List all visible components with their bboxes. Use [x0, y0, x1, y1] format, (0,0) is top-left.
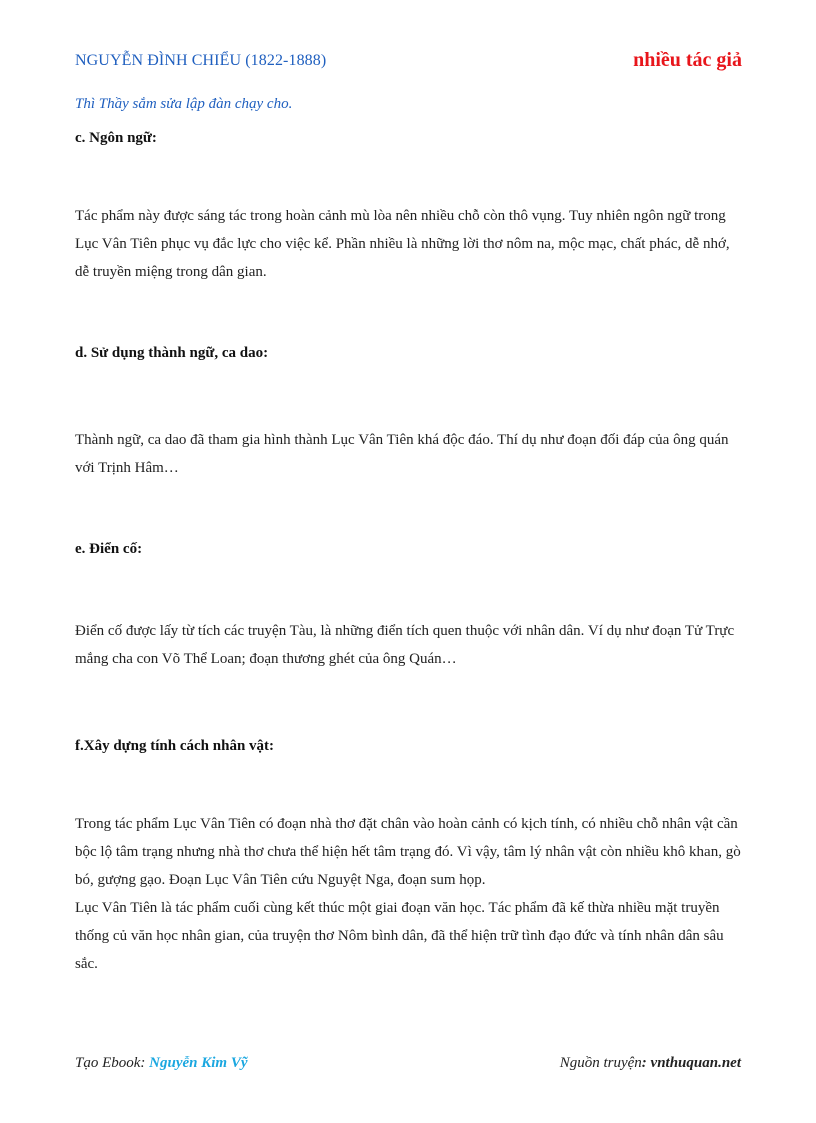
- ebook-maker-link[interactable]: Nguyễn Kim Vỹ: [149, 1055, 248, 1071]
- section-heading-characters: f.Xây dựng tính cách nhân vật:: [75, 738, 275, 754]
- author-label: nhiều tác giả: [633, 49, 742, 71]
- book-title: NGUYỄN ĐÌNH CHIỂU (1822-1888): [75, 52, 327, 69]
- source-label: Nguồn truyện: [559, 1055, 642, 1071]
- paragraph-text: Lục Vân Tiên là tác phẩm cuối cùng kết thúc một giai đoạn văn học. Tác phẩm đã kế thừa nhiều mặt truyền thống củ văn học nhân gian, của truyện thơ Nôm bình dân, đã thể hiện trữ tình đạo đức và tính nhân dân sâu sắc.: [75, 900, 724, 972]
- section-heading-language: c. Ngôn ngữ:: [75, 130, 157, 146]
- ebook-separator: :: [140, 1055, 150, 1071]
- source-separator: :: [641, 1055, 651, 1071]
- paragraph-text: Trong tác phẩm Lục Vân Tiên có đoạn nhà thơ đặt chân vào hoàn cảnh có kịch tính, có nhiều chỗ nhân vật cần bộc lộ tâm trạng nhưng nhà thơ chưa thể hiện hết tâm trạng đó. Vì vậy, tâm lý nhân vật còn nhiều khô khan, gò bó, gượng gạo. Đoạn Lục Vân Tiên cứu Nguyệt Nga, đoạn sum họp.: [75, 816, 741, 888]
- section-heading-idioms: d. Sử dụng thành ngữ, ca dao:: [75, 345, 269, 361]
- section-paragraph-allusions: [75, 617, 747, 673]
- section-paragraph-characters: [75, 810, 747, 978]
- section-paragraph-language: [75, 202, 747, 286]
- section-paragraph-idioms: [75, 426, 747, 482]
- section-heading-allusions: e. Điển cố:: [75, 541, 143, 557]
- source-credit: [560, 1055, 741, 1072]
- paragraph-text: Điển cố được lấy từ tích các truyện Tàu, là những điển tích quen thuộc với nhân dân. Ví dụ như đoạn Tử Trực mắng cha con Võ Thể Loan; đoạn thương ghét của ông Quán…: [75, 623, 735, 667]
- source-site-link[interactable]: vnthuquan.net: [650, 1055, 741, 1071]
- paragraph-text: Thành ngữ, ca dao đã tham gia hình thành Lục Vân Tiên khá độc đáo. Thí dụ như đoạn đối đáp của ông quán với Trịnh Hâm…: [75, 432, 729, 476]
- ebook-label: Tạo Ebook: [75, 1055, 141, 1071]
- verse-line: Thì Thầy sắm sửa lập đàn chạy cho.: [75, 96, 293, 112]
- ebook-credit: [75, 1055, 248, 1072]
- paragraph-text: Tác phẩm này được sáng tác trong hoàn cảnh mù lòa nên nhiều chỗ còn thô vụng. Tuy nhiên ngôn ngữ trong Lục Vân Tiên phục vụ đắc lực cho việc kể. Phần nhiều là những lời thơ nôm na, mộc mạc, chất phác, dễ nhớ, dễ truyền miệng trong dân gian.: [75, 208, 730, 280]
